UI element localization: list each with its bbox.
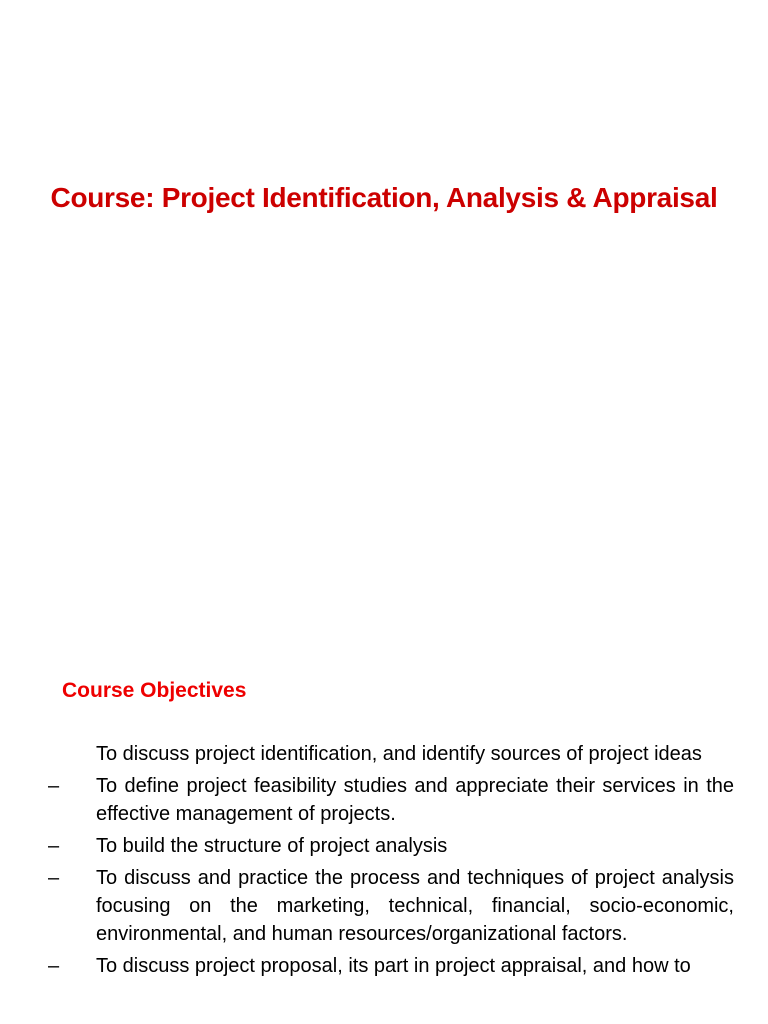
objective-item	[0, 740, 768, 768]
objective-item	[0, 864, 768, 948]
course-objectives-heading: Course Objectives	[62, 679, 247, 702]
objective-text: To build the structure of project analysis	[96, 835, 448, 857]
course-objectives-list	[0, 740, 768, 984]
objective-text: To define project feasibility studies and appreciate their services in the effective management of projects.	[96, 775, 734, 825]
objective-text: To discuss project identification, and identify sources of project ideas	[96, 743, 702, 765]
dash-bullet: –	[48, 955, 60, 977]
objective-text: To discuss and practice the process and techniques of project analysis focusing on the marketing, technical, financial, socio-economic, environmental, and human resources/organizational factors.	[96, 867, 734, 945]
dash-bullet: –	[48, 835, 60, 857]
dash-bullet: –	[48, 867, 60, 889]
objective-text: To discuss project proposal, its part in project appraisal, and how to	[96, 955, 691, 977]
course-title: Course: Project Identification, Analysis & Appraisal	[50, 182, 718, 213]
dash-bullet: –	[48, 775, 60, 797]
objective-item	[0, 832, 768, 860]
objective-item	[0, 952, 768, 980]
objective-item	[0, 772, 768, 828]
